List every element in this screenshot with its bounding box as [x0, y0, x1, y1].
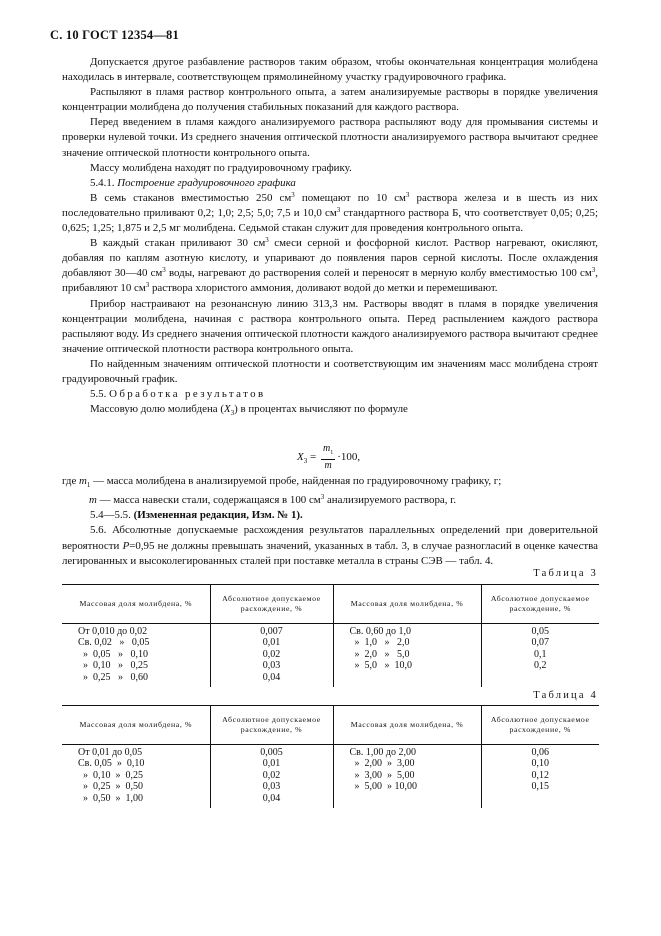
- section-heading-5-5: [62, 387, 598, 402]
- subscript: 1: [86, 481, 91, 490]
- text-run: 5.6. Абсолютные допускаемые расхождения результатов параллельных определений при доверительной вероятности: [62, 524, 598, 552]
- variable: P: [122, 539, 130, 552]
- paragraph: Допускается другое разбавление растворов таким образом, чтобы окончательная концентрация молибдена находилась в интервале, соответствующем прямолинейному участку градуировочного графика.: [62, 56, 598, 84]
- text-run: , прибавляют 10 см: [62, 267, 598, 295]
- paragraph: [62, 523, 598, 568]
- paragraph: Перед введением в пламя каждого анализируемого раствора распыляют воду для промывания системы и проверки нулевой точки. Из среднего значения оптической плотности анализируемого раствора вычитают среднее значение оптической плотности контрольного опыта.: [62, 116, 598, 159]
- formula: [297, 443, 360, 472]
- page-header: С. 10 ГОСТ 12354—81: [50, 28, 179, 42]
- var: m: [322, 443, 331, 454]
- paragraph: [62, 236, 598, 296]
- table-header-row: [62, 706, 599, 745]
- text-run: помещают по 10 см: [294, 191, 406, 204]
- text-run: В каждый стакан приливают 30 см: [90, 237, 266, 250]
- column-header: Массовая доля молибдена, %: [333, 706, 481, 745]
- table-header-row: [62, 585, 599, 624]
- variable: m: [79, 475, 87, 487]
- formula-equals: =: [309, 451, 317, 464]
- table-row: [62, 624, 599, 688]
- table-4: [62, 705, 599, 808]
- definition-text: — масса молибдена в анализируемой пробе, найденная по градуировочному графику, г;: [93, 475, 502, 487]
- text-run: раствора хлористого аммония, доливают водой до метки и перемешивают.: [149, 282, 498, 295]
- section-title: Построение градуировочного графика: [117, 176, 296, 189]
- denominator: m: [324, 460, 332, 471]
- column-header: Массовая доля молибдена, %: [333, 585, 481, 624]
- paragraph: Массу молибдена находят по градуировочному графику.: [90, 161, 352, 174]
- superscript: 3: [145, 281, 150, 290]
- text-run: 5.4—5.5.: [90, 509, 131, 522]
- subscript: 3: [303, 457, 308, 466]
- definition-text: анализируемого раствора, г.: [324, 494, 457, 507]
- text-run: Массовую долю молибдена (: [90, 403, 224, 416]
- paragraph: Распыляют в пламя раствор контрольного опыта, а затем анализируемые растворы в порядке увеличения концентрации молибдена до получения стабильных показаний для каждого раствора.: [62, 86, 598, 114]
- column-header: Абсолютное допускаемое расхождение, %: [210, 706, 333, 745]
- table-row: [62, 745, 599, 809]
- subscript: 1: [330, 450, 334, 456]
- section-number: 5.4.1.: [90, 176, 115, 189]
- text-run: где: [62, 475, 77, 487]
- table-cell: От 0,01 до 0,05 Св. 0,05 » 0,10 » 0,10 » 0,25 » 0,25 » 0,50 » 0,50 » 1,00: [78, 747, 145, 804]
- table-cell: Св. 0,60 до 1,0 » 1,0 » 2,0 » 2,0 » 5,0 » 5,0 » 10,0: [333, 624, 481, 688]
- section-heading-5-4-1: [62, 176, 598, 191]
- column-header: Массовая доля молибдена, %: [62, 585, 210, 624]
- formula-tail: ·100,: [337, 451, 361, 464]
- superscript: 3: [320, 493, 325, 502]
- definition-row: [62, 474, 598, 493]
- section-title: Обработка результатов: [109, 388, 266, 401]
- table-cell: 0,05 0,07 0,1 0,2: [481, 624, 599, 688]
- table-cell: От 0,010 до 0,02 Св. 0,02 » 0,05 » 0,05 » 0,10 » 0,10 » 0,25 » 0,25 » 0,60: [78, 626, 150, 683]
- formula-lhs: X: [297, 451, 304, 464]
- variable: X: [223, 403, 231, 416]
- table-cell: 0,007 0,01 0,02 0,03 0,04: [210, 624, 333, 688]
- table-cell: 0,005 0,01 0,02 0,03 0,04: [210, 745, 333, 809]
- text-run: стандартного раствора Б, что соответствует 0,05; 0,25; 0,625; 1,25; 1,875 и 2,5 мг молибдена. Седьмой стакан служит для проведения контрольного опыта.: [62, 206, 599, 235]
- edit-note-text: (Измененная редакция, Изм. № 1).: [133, 509, 303, 522]
- table-cell: 0,06 0,10 0,12 0,15: [481, 745, 599, 809]
- table-cell: Св. 1,00 до 2,00 » 2,00 » 3,00 » 3,00 » 5,00 » 5,00 » 10,00: [333, 745, 481, 809]
- column-header: Массовая доля молибдена, %: [62, 706, 210, 745]
- paragraph: [62, 191, 598, 236]
- table-3-caption: Таблица 3: [533, 568, 598, 579]
- column-header: Абсолютное допускаемое расхождение, %: [481, 585, 599, 624]
- numerator: [321, 443, 335, 460]
- definitions: [62, 474, 598, 569]
- superscript: 3: [162, 266, 166, 275]
- column-header: Абсолютное допускаемое расхождение, %: [481, 706, 599, 745]
- table-3: [62, 584, 599, 687]
- edit-note: [62, 508, 598, 523]
- definition-text: — масса навески стали, содержащаяся в 100 см: [99, 494, 321, 507]
- text-run: В семь стаканов вместимостью 250 см: [90, 191, 292, 204]
- subscript: 3: [230, 409, 235, 418]
- text-run: раствора железа и в шесть из них последовательно приливают 0,2; 1,0; 2,5; 5,0; 7,5 и 10,0 см: [62, 191, 598, 219]
- section-number: 5.5.: [90, 388, 107, 401]
- superscript: 3: [591, 266, 596, 275]
- superscript: 3: [291, 190, 295, 199]
- text-run: смеси серной и фосфорной кислот. Раствор нагревают, окисляют, добавляя по каплям азотную кислоту, и упаривают до появления паров серной кислоты. После охлаждения добавляют 30—40 см: [62, 237, 598, 280]
- text-run: ) в процентах вычисляют по формуле: [234, 403, 408, 416]
- fraction: [321, 443, 335, 472]
- superscript: 3: [265, 236, 269, 245]
- superscript: 3: [405, 190, 410, 199]
- superscript: 3: [336, 205, 341, 214]
- variable: m: [89, 494, 97, 507]
- paragraph: По найденным значениям оптической плотности и соответствующим им значениям масс молибдена строят градуировочный график.: [62, 357, 598, 385]
- text-run: воды, нагревают до растворения солей и переносят в мерную колбу вместимостью 100 см: [165, 267, 592, 280]
- column-header: Абсолютное допускаемое расхождение, %: [210, 585, 333, 624]
- table-4-caption: Таблица 4: [533, 690, 598, 701]
- body-text: [62, 55, 598, 421]
- text-run: =0,95 не должны превышать значений, указанных в табл. 3, в случае разногласий в оценке качества легированных и высоколегированных сталей при поставке металла в страны СЭВ — табл. 4.: [62, 539, 598, 567]
- paragraph: [62, 402, 598, 421]
- paragraph: Прибор настраивают на резонансную линию 313,3 нм. Растворы вводят в пламя в порядке увеличения концентрации молибдена, начиная с раствора контрольного опыта. Перед распылением каждого раствора распыляют воду. Из среднего значения оптической плотности каждого анализируемого раствора вычитают среднее значение оптической плотности раствора контрольного опыта.: [62, 297, 598, 355]
- definition-row: [62, 493, 598, 508]
